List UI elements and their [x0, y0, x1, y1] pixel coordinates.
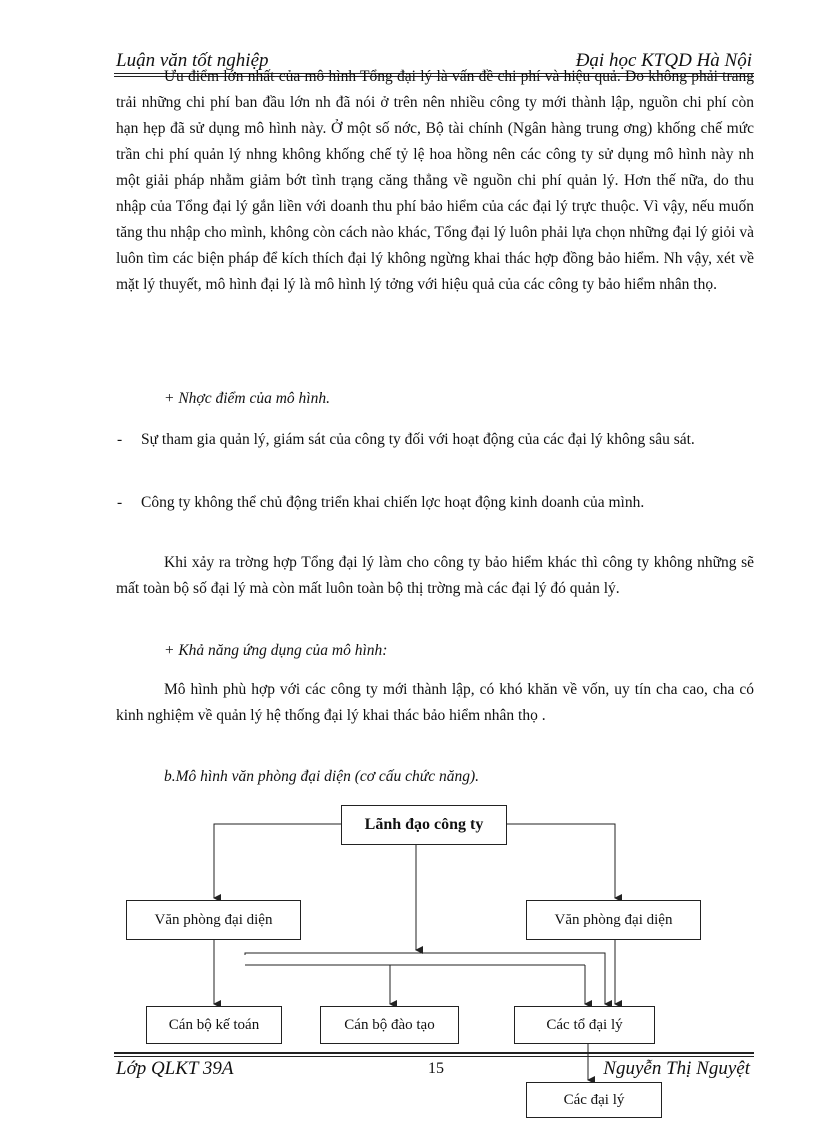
heading-applicability: + Khả năng ứng dụng của mô hình:	[164, 642, 388, 659]
org-box-office-left: Văn phòng đại diện	[126, 900, 301, 940]
org-box-agent-groups: Các tổ đại lý	[514, 1006, 655, 1044]
org-box-office-right: Văn phòng đại diện	[526, 900, 701, 940]
org-box-training: Cán bộ đào tạo	[320, 1006, 459, 1044]
footer-rule	[114, 1052, 754, 1054]
bullet-marker: -	[117, 431, 123, 448]
paragraph-risk: Khi xảy ra trờng hợp Tổng đại lý làm cho công ty bảo hiểm khác thì công ty không những sẽ mất toàn bộ số đại lý mà còn mất luôn toàn bộ thị trờng mà các đại lý đó quản lý.	[116, 554, 754, 597]
org-box-leader: Lãnh đạo công ty	[341, 805, 507, 845]
heading-disadvantages: + Nhợc điểm của mô hình.	[164, 390, 330, 407]
header-right: Đại học KTQD Hà Nội	[575, 50, 752, 71]
bullet-item: Công ty không thể chủ động triển khai chiến lợc hoạt động kinh doanh của mình.	[141, 494, 645, 511]
paragraph-applicability: Mô hình phù hợp với các công ty mới thành lập, có khó khăn về vốn, uy tín cha cao, cha có kinh nghiệm về quản lý hệ thống đại lý khai thác bảo hiểm nhân thọ .	[116, 681, 754, 724]
footer-page-number: 15	[428, 1060, 444, 1077]
connector-leader-office-right	[507, 824, 615, 898]
org-box-agents: Các đại lý	[526, 1082, 662, 1118]
bullet-marker: -	[117, 494, 123, 511]
paragraph-advantages: Ưu điểm lớn nhất của mô hình Tổng đại lý là vấn đề chi phí và hiệu quả. Do không phải trang trải những chi phí ban đầu lớn nh đã nói ở trên nên nhiều công ty mới thành lập, nguồn chi phí còn hạn hẹp đã sử dụng mô hình này. Ở một số nớc, Bộ tài chính (Ngân hàng trung ơng) khống chế mức trần chi phí quản lý nhng không khống chế tỷ lệ hoa hồng nên các công ty sử dụng mô hình này nh một giải pháp nhằm giảm bớt tình trạng căng thẳng về nguồn chi phí quản lý. Hơn thế nữa, do thu nhập của Tổng đại lý gắn liền với doanh thu phí bảo hiểm của các đại lý trực thuộc. Vì vậy, nếu muốn tăng thu nhập cho mình, không còn cách nào khác, Tổng đại lý luôn phải lựa chọn những đại lý giỏi và luôn tìm các biện pháp để kích thích đại lý không ngừng khai thác hợp đồng bảo hiểm. Nh vậy, xét về mặt lý thuyết, mô hình đại lý là mô hình lý tởng với hiệu quả của các công ty bảo hiểm nhân thọ.	[116, 68, 754, 293]
heading-office-model: b.Mô hình văn phòng đại diện (cơ cấu chức năng).	[164, 768, 480, 785]
connector-bus-upper	[245, 953, 605, 1004]
footer-class: Lớp QLKT 39A	[116, 1058, 234, 1079]
footer-rule-2	[114, 1056, 754, 1057]
connector-leader-office-left	[214, 824, 341, 898]
footer-author: Nguyễn Thị Nguyệt	[603, 1058, 750, 1079]
header-left: Luận văn tốt nghiệp	[116, 50, 269, 71]
bullet-item: Sự tham gia quản lý, giám sát của công ty đối với hoạt động của các đại lý không sâu sát.	[141, 431, 695, 448]
org-box-accounting: Cán bộ kế toán	[146, 1006, 282, 1044]
